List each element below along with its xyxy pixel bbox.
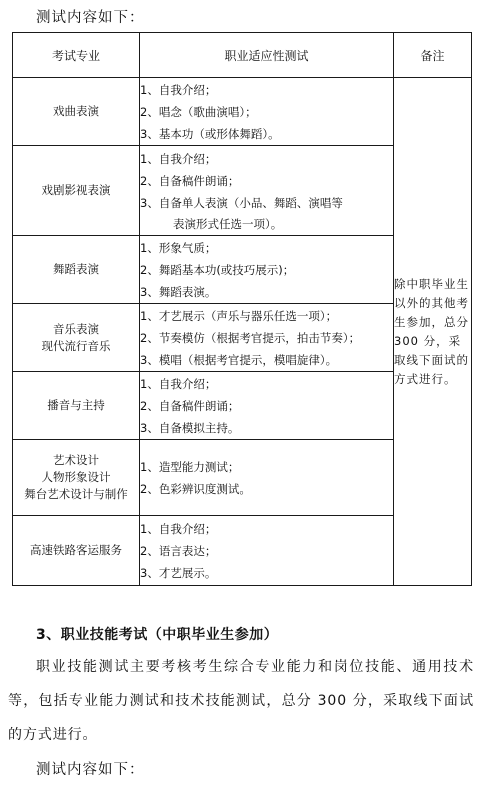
test-cell: [140, 372, 394, 440]
header-major: 考试专业: [13, 33, 140, 78]
test-item: 3、基本功（或形体舞蹈）。: [140, 126, 280, 141]
test-cell: [140, 236, 394, 304]
major-cell: [13, 236, 140, 304]
test-item-continuation: 表演形式任选一项）。: [173, 216, 283, 231]
major-cell: [13, 304, 140, 372]
test-item: 1、自我介绍；: [140, 82, 217, 97]
outro-text: 测试内容如下：: [36, 762, 145, 778]
note-cell: [394, 78, 472, 586]
major-cell: [13, 440, 140, 516]
major-cell: [13, 516, 140, 586]
major-name: 舞蹈表演: [53, 262, 99, 276]
header-test: 职业适应性测试: [140, 33, 394, 78]
major-name: 舞台艺术设计与制作: [24, 487, 128, 501]
major-name: 人物形象设计: [41, 470, 111, 484]
exam-content-table: [12, 32, 472, 586]
table-row: [13, 78, 472, 146]
test-item: 3、自备模拟主持。: [140, 420, 240, 435]
test-item: 1、形象气质；: [140, 240, 217, 255]
test-item: 3、才艺展示。: [140, 565, 217, 580]
test-item: 1、自我介绍；: [140, 376, 217, 391]
test-item: 3、自备单人表演（小品、舞蹈、演唱等: [140, 195, 343, 210]
test-cell: [140, 516, 394, 586]
test-item: 3、舞蹈表演。: [140, 284, 217, 299]
major-name: 现代流行音乐: [41, 338, 111, 353]
test-item: 1、造型能力测试；: [140, 459, 240, 474]
major-cell: [13, 78, 140, 146]
test-item: 2、自备稿件朗诵；: [140, 173, 240, 188]
intro-text: 测试内容如下：: [36, 10, 145, 26]
test-item: 2、语言表达；: [140, 543, 217, 558]
major-name: 播音与主持: [47, 398, 105, 412]
test-item: 2、唱念（歌曲演唱）；: [140, 104, 257, 119]
major-name: 音乐表演: [53, 321, 99, 336]
test-cell: [140, 78, 394, 146]
table-header-row: [13, 33, 472, 78]
note-text: 除中职毕业生以外的其他考生参加，总分 300 分，采取线下面试的方式进行。: [394, 276, 469, 386]
test-item: 1、自我介绍；: [140, 151, 217, 166]
test-item: 2、自备稿件朗诵；: [140, 398, 240, 413]
section-paragraph: 职业技能测试主要考核考生综合专业能力和岗位技能、通用技术等，包括专业能力测试和技术技能测试，总分 300 分，采取线下面试的方式进行。: [8, 659, 474, 743]
test-item: 3、模唱（根据考官提示，模唱旋律）。: [140, 352, 338, 367]
test-item: 2、色彩辨识度测试。: [140, 481, 251, 496]
test-cell: [140, 304, 394, 372]
test-cell: [140, 146, 394, 236]
major-cell: [13, 146, 140, 236]
header-note: 备注: [394, 33, 472, 78]
test-item: 2、节奏模仿（根据考官提示，拍击节奏）；: [140, 330, 361, 345]
test-item: 1、自我介绍；: [140, 521, 217, 536]
major-name: 戏剧影视表演: [41, 183, 111, 197]
section-heading: 3、职业技能考试（中职毕业生参加）: [36, 627, 279, 643]
test-item: 1、才艺展示（声乐与器乐任选一项）；: [140, 308, 338, 323]
major-name: 高速铁路客运服务: [30, 543, 122, 557]
major-cell: [13, 372, 140, 440]
test-item: 2、舞蹈基本功(或技巧展示)；: [140, 262, 295, 277]
major-name: 艺术设计: [53, 453, 99, 467]
test-cell: [140, 440, 394, 516]
major-name: 戏曲表演: [53, 104, 99, 118]
